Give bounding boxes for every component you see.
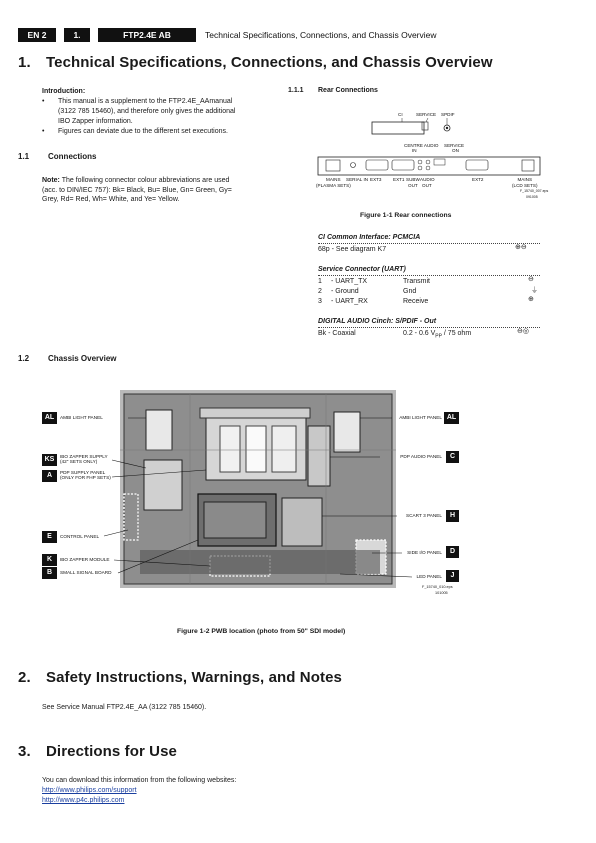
badge-e: E — [42, 531, 57, 543]
section-2-number: 2. — [18, 669, 31, 686]
badge-k: K — [42, 554, 57, 566]
audio-block-title: DIGITAL AUDIO Cinch: S/PDIF - Out — [318, 318, 437, 325]
coax-output-icon: ⊖◎ — [517, 328, 529, 335]
page-number-tag: EN 2 — [18, 28, 56, 42]
service-row-3: 3 - UART_RX Receive — [318, 298, 429, 305]
label-ext3: EXT3 — [370, 177, 382, 182]
section-1-number: 1. — [18, 54, 31, 71]
badge-h: H — [446, 510, 459, 522]
note-label: Note: — [42, 177, 60, 184]
rear-figure-ref: F_15740_007.eps 091005 — [520, 189, 549, 199]
label-ambi-light-right: AMBI LIGHT PANEL — [399, 415, 442, 420]
service-row-1: 1 - UART_TX Transmit — [318, 278, 430, 285]
label-spdif: SPDIF — [441, 112, 455, 117]
badge-j: J — [446, 570, 459, 582]
connections-title: Connections — [48, 152, 97, 161]
label-side-io-panel: SIDE I/O PANEL — [407, 550, 442, 555]
label-ibo-zapper-module: IBO ZAPPER MODULE — [60, 557, 110, 562]
label-on: ON — [452, 148, 459, 153]
label-scart-3-panel: SCART 3 PANEL — [406, 513, 442, 518]
rear-connections-title: Rear Connections — [318, 87, 378, 94]
label-ibo-zapper-supply: IBO ZAPPER SUPPLY (42" SETS ONLY) — [60, 454, 108, 465]
badge-b: B — [42, 567, 57, 579]
intro-bullet-1-line-1: This manual is a supplement to the FTP2.4E_AAmanual — [58, 98, 233, 105]
label-in: IN — [412, 148, 417, 153]
chassis-figure-ref: F_15740_010.eps 101005 — [422, 585, 453, 595]
label-control-panel: CONTROL PANEL — [60, 534, 100, 539]
audio-block-row: Bk - Coaxial 0.2 - 0.6 $V_{PP} / 75$ ohm — [318, 330, 472, 340]
label-service-2: SERVICE — [444, 143, 465, 148]
input-arrow-icon: ⊕ — [528, 296, 534, 303]
section-3-number: 3. — [18, 743, 31, 760]
note-line-2: (acc. to DIN/IEC 757): Bk= Black, Bu= Blue, Gn= Green, Gy= — [42, 186, 232, 194]
ground-icon: ⏚ — [531, 287, 538, 294]
note-line-1: The following connector colour abbreviations are used — [59, 177, 230, 184]
chassis-title: Chassis Overview — [48, 354, 117, 363]
ci-block-row: 68p - See diagram K7 — [318, 246, 387, 253]
label-pdp-supply-panel: PDP SUPPLY PANEL (ONLY FOR FHP SETS) — [60, 470, 111, 481]
badge-d: D — [446, 546, 459, 558]
label-ambi-light-left: AMBI LIGHT PANEL — [60, 415, 103, 420]
ci-block-title: CI Common Interface: PCMCIA — [318, 234, 421, 241]
link-p4c-philips[interactable]: http://www.p4c.philips.com — [42, 797, 125, 804]
badge-c: C — [446, 451, 459, 463]
section-3-title: Directions for Use — [46, 743, 177, 760]
label-small-signal-board: SMALL SIGNAL BOARD — [60, 570, 112, 575]
label-led-panel: LED PANEL — [416, 574, 442, 579]
service-block-title: Service Connector (UART) — [318, 266, 406, 273]
note-line-3: Grey, Rd= Red, Wh= White, and Ye= Yellow. — [42, 196, 180, 204]
label-audio-out: AUDIO OUT — [420, 177, 435, 188]
output-arrow-icon: ⊖ — [528, 276, 534, 283]
intro-bullet-1: • This manual is a supplement to the FTP2.4E_AAmanual (3122 785 15460), and therefore only gives the additional IBO Zapper information. — [42, 98, 236, 125]
intro-bullet-2: • Figures can deviate due to the different set executions. — [42, 128, 228, 135]
chassis-number: 1.2 — [18, 354, 30, 363]
label-ci: CI — [398, 112, 403, 117]
section-2-heading — [18, 669, 342, 686]
rear-connections-number: 1.1.1 — [288, 87, 304, 94]
label-serial-in: SERIAL IN — [346, 177, 369, 182]
label-service: SERVICE — [416, 112, 437, 117]
section-3-heading — [18, 743, 177, 760]
connections-number: 1.1 — [18, 152, 30, 161]
chassis-figure-caption: Figure 1-2 PWB location (photo from 50" SDI model) — [177, 628, 346, 635]
section-tag: 1. — [64, 28, 90, 42]
section-2-text: See Service Manual FTP2.4E_AA (3122 785 15460). — [42, 704, 207, 711]
section-2-title: Safety Instructions, Warnings, and Notes — [46, 669, 342, 686]
label-ext1: EXT1 — [393, 177, 405, 182]
label-mains-plasma: MAINS (PLASMA SETS) — [316, 177, 351, 188]
label-ext2: EXT2 — [472, 177, 484, 182]
intro-bullet-1-line-2: (3122 785 15460), and therefore only gives the additional — [58, 108, 236, 115]
badge-al-right: AL — [444, 412, 459, 424]
label-mains-lcd: MAINS (LCD SETS) — [512, 177, 538, 188]
label-centre-audio: CENTRE AUDIO — [404, 143, 439, 148]
label-pdp-audio-panel: PDP AUDIO PANEL — [400, 454, 442, 459]
intro-bullet-2-line-1: Figures can deviate due to the different set executions. — [58, 128, 228, 135]
intro-bullet-1-line-3: IBO Zapper information. — [58, 118, 133, 125]
intro-label: Introduction: — [42, 88, 86, 95]
header-title: Technical Specifications, Connections, and Chassis Overview — [205, 30, 437, 40]
section-3-text: You can download this information from the following websites: — [42, 777, 237, 784]
badge-al-left: AL — [42, 412, 57, 424]
service-row-2: 2 - Ground Gnd — [318, 288, 417, 295]
ci-connector-symbol-icon: ⊕⊖ — [515, 244, 527, 251]
section-1-title: Technical Specifications, Connections, and Chassis Overview — [46, 54, 493, 71]
label-subw-out: SUBW OUT — [406, 177, 420, 188]
badge-ks: KS — [42, 454, 57, 466]
link-philips-support[interactable]: http://www.philips.com/support — [42, 787, 137, 794]
model-tag: FTP2.4E AB — [98, 28, 196, 42]
badge-a: A — [42, 470, 57, 482]
rear-figure-caption: Figure 1-1 Rear connections — [360, 212, 452, 219]
